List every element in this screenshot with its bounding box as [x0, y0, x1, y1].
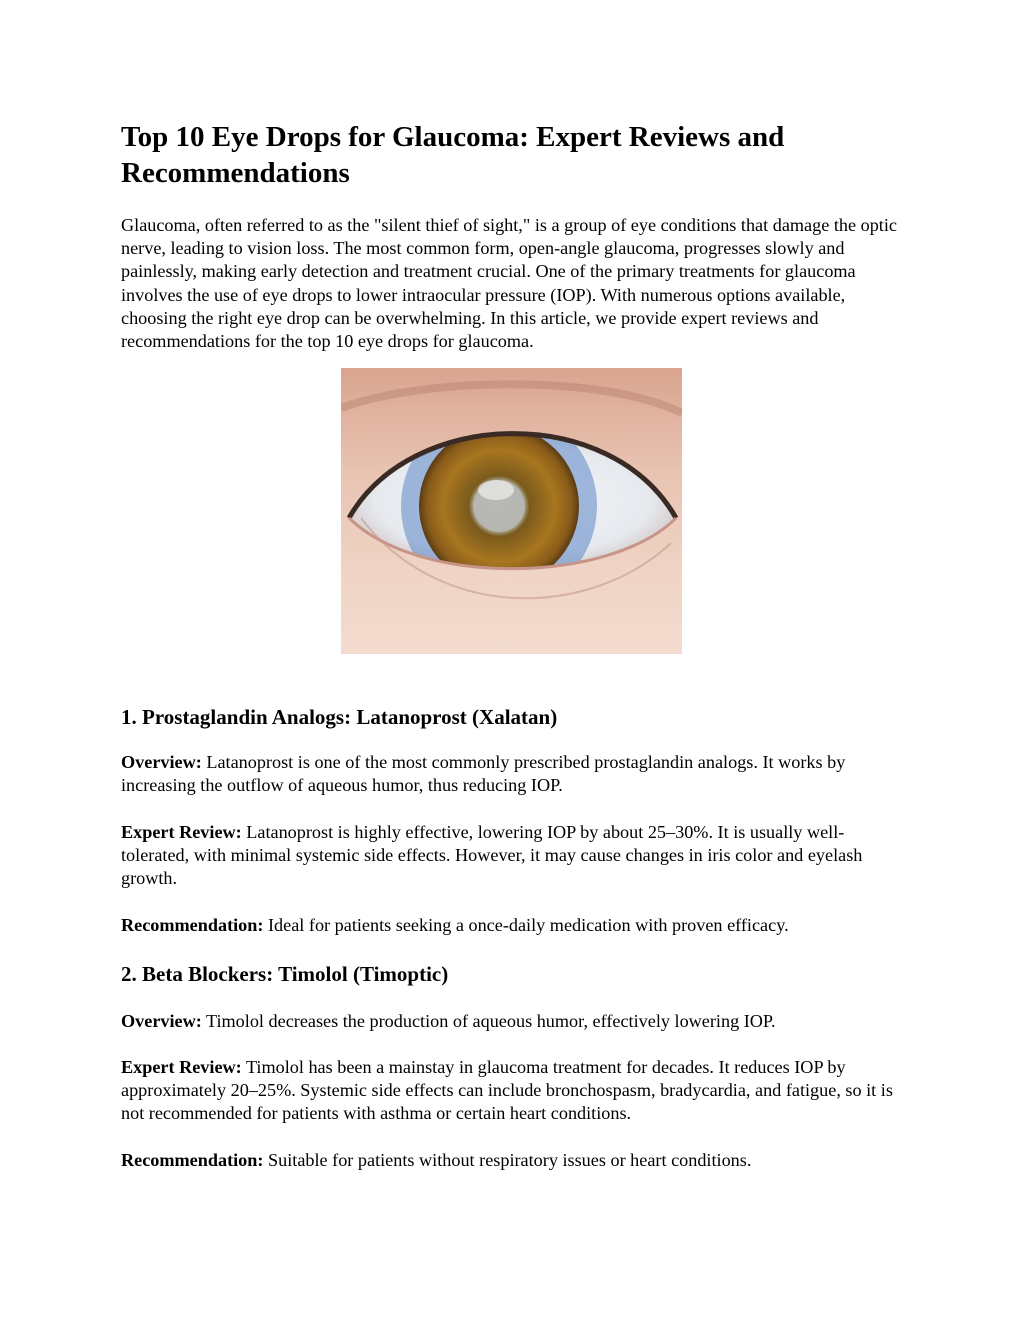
section-2-heading: 2. Beta Blockers: Timolol (Timoptic) — [121, 962, 449, 986]
section-1-recommendation — [121, 914, 911, 937]
review-text: Latanoprost is highly effective, lowering IOP by about 25–30%. It is usually well-tolerated, with minimal systemic side effects. However, it may cause changes in iris color and eyelash growth. — [121, 822, 863, 889]
section-2-recommendation — [121, 1149, 911, 1172]
article-title: Top 10 Eye Drops for Glaucoma: Expert Reviews and Recommendations — [121, 121, 785, 189]
overview-label: Overview: — [121, 752, 202, 772]
section-1-heading: 1. Prostaglandin Analogs: Latanoprost (Xalatan) — [121, 705, 558, 729]
section-2-overview — [121, 1010, 911, 1033]
overview-text: Latanoprost is one of the most commonly prescribed prostaglandin analogs. It works by increasing the outflow of aqueous humor, thus reducing IOP. — [121, 752, 846, 796]
recommendation-text: Suitable for patients without respiratory issues or heart conditions. — [268, 1150, 752, 1170]
eye-illustration — [341, 368, 682, 654]
section-1-review — [121, 821, 911, 891]
eye-photo — [341, 368, 682, 654]
review-label: Expert Review: — [121, 822, 242, 842]
recommendation-label: Recommendation: — [121, 915, 264, 935]
recommendation-text: Ideal for patients seeking a once-daily medication with proven efficacy. — [268, 915, 789, 935]
intro-paragraph: Glaucoma, often referred to as the "silent thief of sight," is a group of eye conditions that damage the optic nerve, leading to vision loss. The most common form, open-angle glaucoma, progresses slowly and painlessly, making early detection and treatment crucial. One of the primary treatments for glaucoma involves the use of eye drops to lower intraocular pressure (IOP). With numerous options available, choosing the right eye drop can be overwhelming. In this article, we provide expert reviews and recommendations for the top 10 eye drops for glaucoma. — [121, 215, 897, 352]
section-1-overview — [121, 751, 911, 797]
overview-label: Overview: — [121, 1011, 202, 1031]
review-label: Expert Review: — [121, 1057, 242, 1077]
review-text: Timolol has been a mainstay in glaucoma treatment for decades. It reduces IOP by approximately 20–25%. Systemic side effects can include bronchospasm, bradycardia, and fatigue, so it is not recommended for patients with asthma or certain heart conditions. — [121, 1057, 893, 1124]
overview-text: Timolol decreases the production of aqueous humor, effectively lowering IOP. — [206, 1011, 776, 1031]
section-2-review — [121, 1056, 911, 1126]
recommendation-label: Recommendation: — [121, 1150, 264, 1170]
